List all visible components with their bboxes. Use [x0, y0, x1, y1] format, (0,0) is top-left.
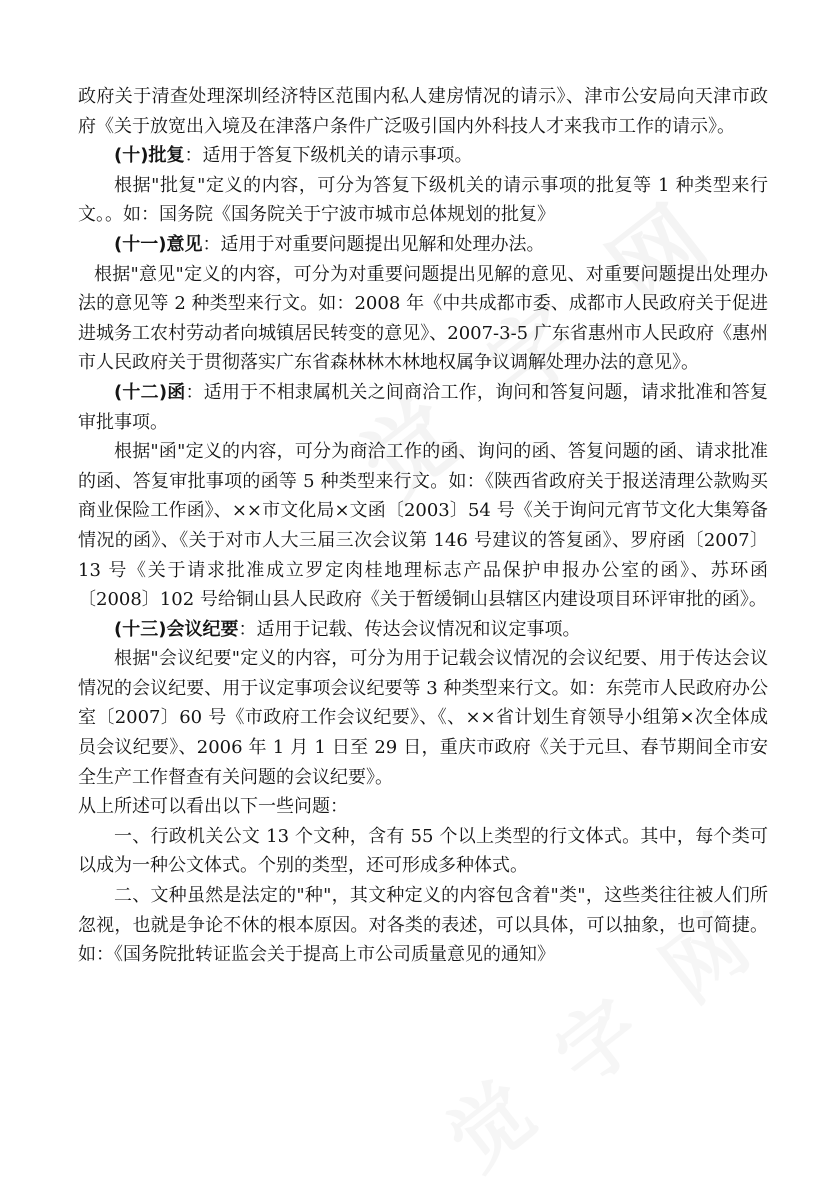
heading-huiyijiyao — [78, 615, 768, 645]
heading-han — [78, 378, 768, 437]
heading-yijian — [78, 230, 768, 260]
heading-label: (十二)函 — [114, 381, 186, 403]
paragraph-summary-intro: 从上所述可以看出以下一些问题： — [78, 796, 348, 818]
heading-text: ：适用于答复下级机关的请示事项。 — [184, 145, 473, 167]
heading-label: (十三)会议纪要 — [114, 618, 239, 640]
heading-label: (十)批复 — [114, 145, 185, 167]
paragraph-pifu: 根据"批复"定义的内容，可分为答复下级机关的请示事项的批复等 1 种类型来行文。。如：国务院《国务院关于宁波市城市总体规划的批复》 — [78, 174, 768, 226]
paragraph-continuation: 政府关于清查处理深圳经济特区范围内私人建房情况的请示》、津市公安局向天津市政府《关于放宽出入境及在津落户条件广泛吸引国内外科技人才来我市工作的请示》。 — [78, 86, 768, 137]
paragraph-point-one: 一、行政机关公文 13 个文种，含有 55 个以上类型的行文体式。其中，每个类可以成为一种公文体式。个别的类型，还可形成多种体式。 — [78, 825, 768, 877]
paragraph-han: 根据"函"定义的内容，可分为商洽工作的函、询问的函、答复问题的函、请求批准的函、答复审批事项的函等 5 种类型来行文。如：《陕西省政府关于报送清理公款购买商业保险工作函》、××市文化局×文函〔2003〕54 号《关于询问元宵节文化大集筹备情况的函》、《关于对市人大三届三次会议第 146 号建议的答复函》、罗府函〔2007〕13 号《关于请求批准成立罗定肉桂地理标志产品保护申报办公室的函》、苏环函〔2008〕102 号给铜山县人民政府《关于暂缓铜山县辖区内建设项目环评审批的函》。 — [78, 441, 768, 611]
heading-label: (十一)意见 — [114, 233, 203, 255]
paragraph-huiyijiyao: 根据"会议纪要"定义的内容，可分为用于记载会议情况的会议纪要、用于传达会议情况的会议纪要、用于议定事项会议纪要等 3 种类型来行文。如：东莞市人民政府办公室〔2007〕60 号《市政府工作会议纪要》、《、××省计划生育领导小组第×次全体成员会议纪要》、2006 年 1 月 1 日至 29 日，重庆市政府《关于元旦、春节期间全市安全生产工作督查有关问题的会议纪要》。 — [78, 648, 768, 788]
heading-text: ：适用于对重要问题提出见解和处理办法。 — [202, 233, 545, 255]
paragraph-point-two: 二、文种虽然是法定的"种"，其文种定义的内容包含着"类"，这些类往往被人们所忽视，也就是争论不休的根本原因。对各类的表述，可以具体，可以抽象，也可简捷。如：《国务院批转证监会关于提高上市公司质量意见的通知》 — [78, 885, 768, 966]
paragraph-yijian: 根据"意见"定义的内容，可分为对重要问题提出见解的意见、对重要问题提出处理办法的意见等 2 种类型来行文。如：2008 年《中共成都市委、成都市人民政府关于促进进城务工农村劳动者向城镇居民转变的意见》、2007-3-5 广东省惠州市人民政府《惠州市人民政府关于贯彻落实广东省森林林木林地权属争议调解处理办法的意见》。 — [78, 263, 768, 374]
heading-text: ：适用于不相隶属机关之间商洽工作，询问和答复问题，请求批准和答复审批事项。 — [78, 381, 769, 433]
document-body — [78, 82, 768, 970]
heading-text: ：适用于记载、传达会议情况和议定事项。 — [238, 618, 581, 640]
heading-pifu — [78, 141, 768, 171]
